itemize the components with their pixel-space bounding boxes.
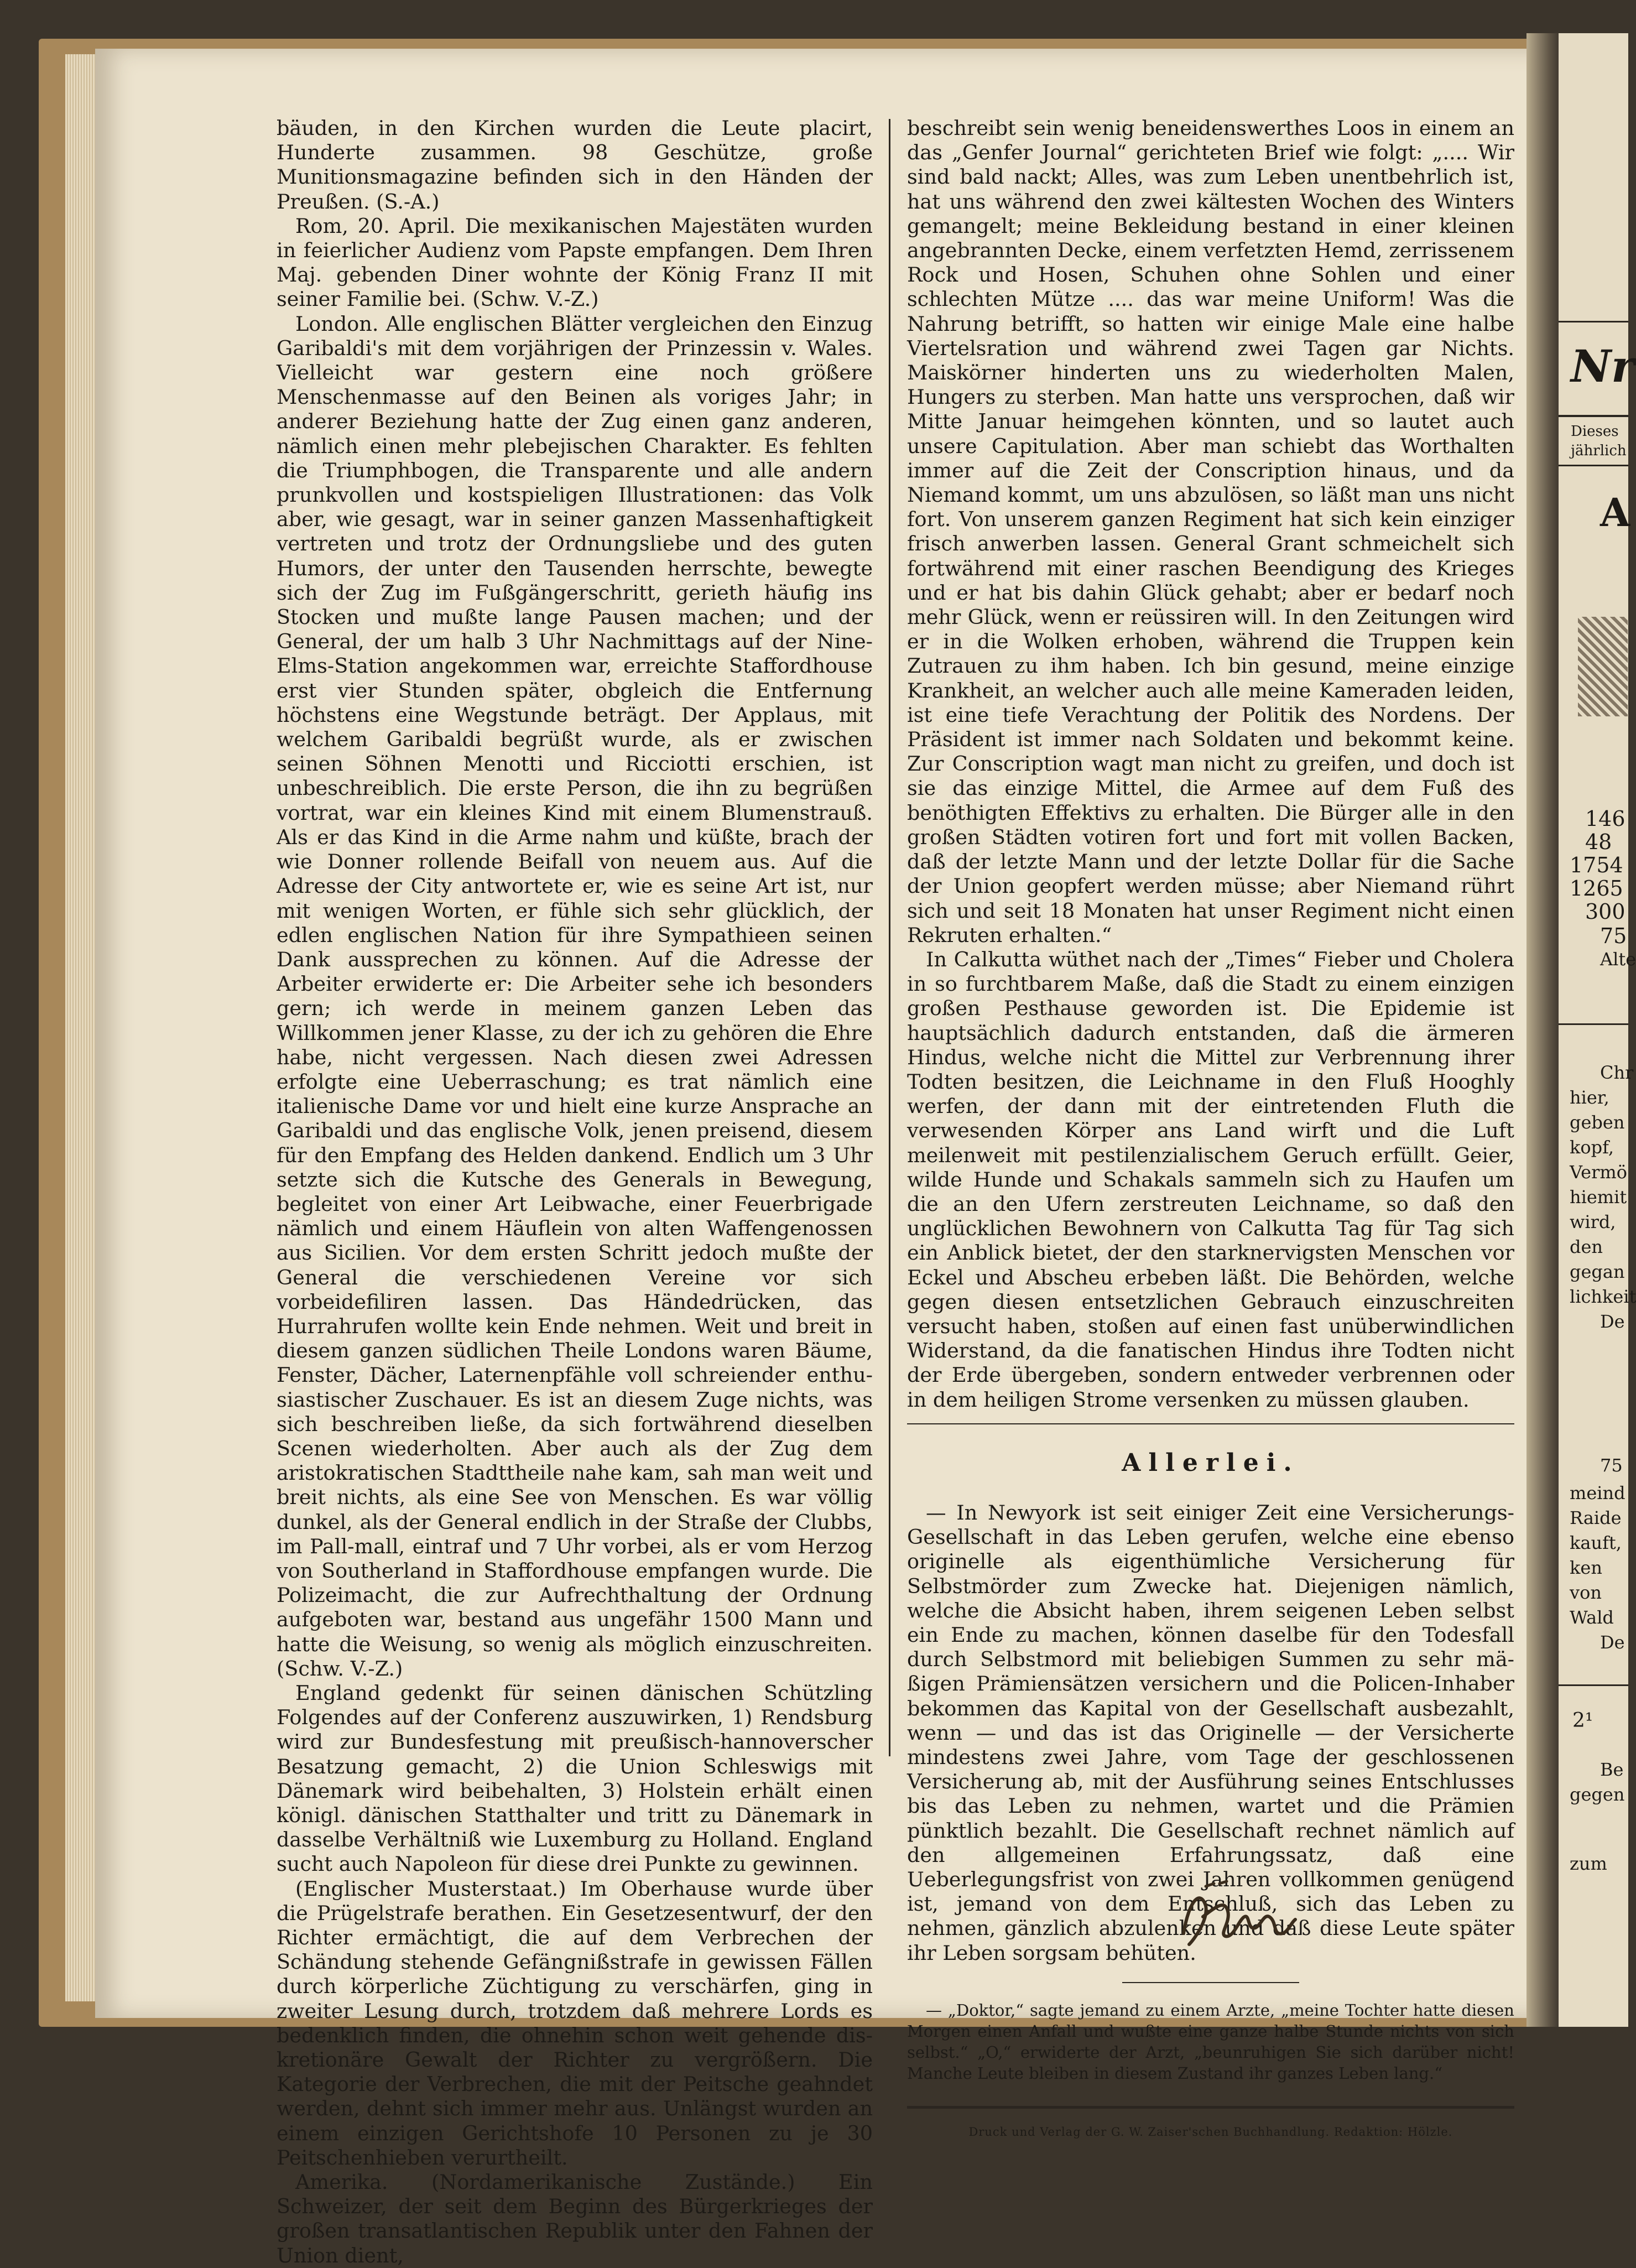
text-fragment: Vermö (1570, 1162, 1628, 1183)
text-fragment: Wald (1570, 1607, 1614, 1628)
article-paragraph: (Englischer Musterstaat.) Im Oberhause wurde über die Prügelstrafe berathen. Ein Gesetzesentwurf, der den Richter ermächtigt, die auf dem Verbrechen der Schändung stehende Gefängnißstrafe in gewissen Fällen durch körperliche Züchtigung zu verschärfen, ging in zweiter Lesung durch, trotzdem daß mehrere Lords es bedenklich finden, die ohnehin schon weit gehende diskretionäre Gewalt der Richter zu vergrößern. Die Kategorie der Verbrechen, die mit der Peitsche geahndet werden, dehnt sich immer mehr aus. Unlängst wurden an einem einzigen Gerichtshofe 10 Personen zu je 30 Peitschenhieben verurtheilt. (277, 1876, 873, 2170)
text-fragment: kopf, (1570, 1137, 1614, 1158)
table-number: 300 (1585, 899, 1625, 924)
anecdote-paragraph: — „Doktor,“ sagte jemand zu einem Arzte, „meine Tochter hatte diesen Morgen einen Anfall und wußte eine ganze halbe Stunde nichts von sich selbst.“ „O,“ erwiderte der Arzt, „beunruhigen Sie sich darüber nicht! Manche Leute bleiben in diesem Zustand ihr ganzes Leben lang.“ (907, 2000, 1514, 2083)
article-paragraph: In Calkutta wüthet nach der „Times“ Fieber und Cholera in so furchtbarem Maße, daß die Stadt zu einem einzigen großen Pesthause geworden ist. Die Epidemie ist hauptsächlich dadurch entstanden, daß die ärmeren Hindus, welche nicht die Mittel zur Verbrennung ihrer Todten besitzen, die Leichname in den Fluß Hooghly werfen, der dann mit der eintretenden Fluth die verwesenden Körper ans Land wirft und die Luft meilenweit mit pestilenzialischem Geruch erfüllt. Geier, wilde Hunde und Schakals sammeln sich zu Haufen um die an den Ufern zerstreuten Leichname, so daß den unglücklichen Bewohnern von Calkutta Tag für Tag sich ein Anblick bietet, der den starknervigsten Menschen vor Eckel und Abscheu erbeben läßt. Die Behörden, welche gegen diesen entsetzlichen Gebrauch einzuschreiten versucht haben, stoßen auf einen fast unüberwindlichen Widerstand, da die fanatischen Hindus ihre Todten nicht der Erde übergeben, sondern entweder verbrennen oder in dem heiligen Strome versenken zu müssen glauben. (907, 947, 1514, 1412)
column-divider (889, 119, 890, 1756)
text-fragment: Be (1600, 1759, 1624, 1780)
text-fragment: geben (1570, 1112, 1625, 1133)
table-number: 146 (1585, 807, 1625, 831)
text-fragment: ken (1570, 1557, 1602, 1578)
text-fragment: von (1570, 1582, 1602, 1603)
table-number: 1265 (1570, 876, 1623, 901)
table-number: Alte (1600, 949, 1636, 970)
section-rule (907, 1423, 1514, 1424)
text-fragment: 75 (1600, 1455, 1623, 1476)
section-rule (1559, 1684, 1628, 1686)
text-fragment: De (1600, 1311, 1625, 1332)
masthead-title: Nr (1571, 340, 1635, 392)
article-paragraph: Amerika. (Nordamerikanische Zustände.) Ein Schweizer, der seit dem Beginn des Bürgerkrieges der großen transatlantischen Republik unter den Fahnen der Union dient, (277, 2170, 873, 2267)
text-fragment: gegan (1570, 1261, 1625, 1282)
article-paragraph: Rom, 20. April. Die mexikanischen Majestäten wurden in feierlicher Audienz vom Papste empfangen. Dem Ihren Maj. gebenden Diner wohnte der König Franz II mit seiner Familie bei. (Schw. V.-Z.) (277, 214, 873, 311)
text-fragment: wird, (1570, 1211, 1616, 1232)
masthead-rule (1559, 465, 1628, 466)
next-page-fragment (1559, 33, 1636, 2027)
article-paragraph: England gedenkt für seinen dänischen Schützling Folgendes auf der Conferenz auszuwirken, 1) Rendsburg wird zur Bundesfestung mit preußisch-hannoverscher Besatzung gemacht, 2) die Union Schleswigs mit Dänemark wird beibehalten, 3) Holstein erhält einen königl. dänischen Statthalter und tritt zu Dänemark in dasselbe Verhältniß wie Luxemburg zu Holland. England sucht auch Napoleon für diese drei Punkte zu gewinnen. (277, 1681, 873, 1876)
text-fragment: hiemit (1570, 1187, 1627, 1208)
text-fragment: lichkeit (1570, 1286, 1636, 1307)
section-rule (1559, 1023, 1628, 1025)
text-fragment: zum (1570, 1853, 1607, 1874)
right-column (907, 116, 1514, 2144)
article-paragraph: bäuden, in den Kirchen wurden die Leute placirt, Hunderte zusammen. 98 Geschütze, große Munitionsmagazine befinden sich in den Händen der Preußen. (S.-A.) (277, 116, 873, 214)
masthead-rule (1559, 415, 1628, 417)
woodcut-illustration (1578, 617, 1628, 716)
text-fragment: gegen (1570, 1784, 1625, 1805)
section-heading: Allerlei. (1122, 1448, 1300, 1477)
imprint-line: Druck und Verlag der G. W. Zaiser'schen Buchhandlung. Redaktion: Hölzle. (968, 2125, 1453, 2139)
text-fragment: Chr (1600, 1062, 1634, 1083)
table-number: 75 (1600, 924, 1627, 948)
text-fragment: kauft, (1570, 1532, 1622, 1553)
table-number: 48 (1585, 830, 1612, 854)
text-fragment: hier, (1570, 1087, 1609, 1108)
text-fragment: den (1570, 1236, 1603, 1257)
text-fragment: 2¹ (1572, 1709, 1593, 1732)
text-fragment: De (1600, 1632, 1625, 1653)
handwritten-signature (1173, 1867, 1300, 1961)
page-edges (65, 54, 98, 2001)
left-column (277, 116, 873, 2268)
short-rule (1122, 1982, 1299, 1983)
imprint-rule (907, 2106, 1514, 2109)
masthead-text: Dieses (1571, 423, 1619, 440)
article-paragraph: London. Alle englischen Blätter vergleichen den Einzug Garibaldi's mit dem vorjährigen der Prinzessin v. Wales. Vielleicht war gestern eine noch größere Menschenmasse auf den Beinen als voriges Jahr; in anderer Beziehung hatte der Zug einen ganz anderen, nämlich einen mehr plebejischen Charakter. Es fehlten die Triumphbogen, die Transparente und alle andern prunkvollen und kostspieligen Illustrationen: das Volk aber, wie gesagt, war in seiner ganzen Massenhaftigkeit vertreten und trotz der Ordnungsliebe und des guten Humors, der unter den Tausenden herrschte, bewegte sich der Zug im Fußgängerschritt, gerieth häufig ins Stocken und mußte lange Pausen machen; und der General, der um halb 3 Uhr Nachmittags auf der Nine-Elms-Station angekommen war, erreichte Staffordhouse erst vier Stunden später, obgleich die Entfernung höchstens eine Wegstunde beträgt. Der Applaus, mit welchem Garibaldi begrüßt wurde, als er zwischen seinen Söhnen Menotti und Ricciotti erschien, ist unbeschreiblich. Die erste Person, die ihn zu begrüßen vortrat, war ein kleines Kind mit einem Blumenstrauß. Als er das Kind in die Arme nahm und küßte, brach der wie Donner rollende Beifall von neuem aus. Auf die Adresse der City antwortete er, wie es seine Art ist, nur mit wenigen Worten, er fühle sich sehr glücklich, der edlen englischen Nation für ihre Sympathieen seinen Dank aussprechen zu können. Auf die Adresse der Arbeiter erwiderte er: Die Arbeiter sehe ich besonders gern; ich werde in meinem ganzen Leben das Willkommen jener Klasse, zu der ich zu gehören die Ehre habe, nicht vergessen. Nach diesen zwei Adressen erfolgte eine Ueberraschung; es trat nämlich eine italienische Dame vor und hielt eine kurze Ansprache an Garibaldi und das englische Volk, jenen preisend, diesem für den Empfang des Helden dankend. Endlich um 3 Uhr setzte sich die Kutsche des Generals in Bewegung, begleitet von einer Art Leibwache, einer Feuerbrigade nämlich und einem Häuflein von alten Waffengenossen aus Sicilien. Vor dem ersten Schritt jedoch mußte der General die verschiedenen Vereine vor sich vorbeidefiliren lassen. Das Händedrücken, das Hurrahrufen wollte kein Ende nehmen. Weit und breit in diesem ganzen südlichen Theile Londons waren Bäume, Fenster, Dächer, Laternenpfähle voll schreiender enthusiastischer Zuschauer. Es ist an diesem Zuge nichts, was sich beschreiben ließe, da sich fortwährend dieselben Scenen wiederholten. Aber auch als der Zug dem aristokratischen Stadttheile nahe kam, sah man weit und breit nichts, als eine See von Menschen. Es war völlig dunkel, als der General endlich in der Straße der Clubbs, im Pall-mall, eintraf und 7 Uhr vorbei, als er vom Herzog von Southerland in Staffordhouse empfangen wurde. Die Polizeimacht, die zur Aufrechthaltung der Ordnung aufgeboten war, bestand aus ungefähr 1500 Mann und hatte die Weisung, so wenig als möglich einzuschreiten. (Schw. V.-Z.) (277, 311, 873, 1681)
masthead-text: jährlich (1571, 443, 1627, 459)
masthead-rule (1559, 321, 1628, 322)
table-number: 1754 (1570, 853, 1623, 877)
allerlei-paragraph: — In Newyork ist seit einiger Zeit eine Versicherungs-Gesellschaft in das Leben gerufen, welche eine ebenso originelle als eigenthümliche Versicherung für Selbstmörder zum Zwecke hat. Diejenigen nämlich, welche die Absicht haben, ihrem seigenen Leben selbst ein Ende zu machen, können daselbe für den Todesfall durch Selbstmord mit beliebigen Summen zu sehr mäßigen Prämiensätzen versichern und die Policen-Inhaber bekommen das Kapital von der Gesellschaft ausbezahlt, wenn — und das ist das Originelle — der Versicherte mindestens zwei Jahre, vom Tage der geschlossenen Versicherung ab, mit der Ausführung seines Entschlusses bis das Leben zu nehmen, wartet und die Prämien pünktlich bezahlt. Die Gesellschaft rechnet nämlich auf den allgemeinen Erfahrungssatz, daß eine Ueberlegungsfrist von zwei Jahren vollkommen genügend ist, jemand von dem Entschluß, sich das Leben zu nehmen, gänzlich abzulenken und daß diese Leute später ihr Leben sorgsam behüten. (907, 1500, 1514, 1965)
article-paragraph: beschreibt sein wenig beneidenswerthes Loos in einem an das „Genfer Journal“ gerichteten Brief wie folgt: „.... Wir sind bald nackt; Alles, was zum Leben unentbehrlich ist, hat uns während den zwei kältesten Wochen des Winters gemangelt; meine Bekleidung bestand in einer kleinen angebrannten Decke, einem verfetzten Hemd, zerrissenem Rock und Hosen, Schuhen ohne Sohlen und einer schlechten Mütze .... das war meine Uniform! Was die Nahrung betrifft, so hatten wir einige Male eine halbe Viertelsration und während zwei Tagen gar Nichts. Maiskörner hinderten uns zu wiederholten Malen, Hungers zu sterben. Man hatte uns versprochen, daß wir Mitte Januar heimgehen könnten, und so lautet auch unsere Capitulation. Aber man schiebt das Worthalten immer auf die Zeit der Conscription hinaus, und da Niemand kommt, um uns abzulösen, so läßt man uns nicht fort. Von unserem ganzen Regiment hat sich kein einziger frisch anwerben lassen. General Grant schmeichelt sich fortwährend mit einer raschen Beendigung des Krieges und er hat bis dahin Glück gehabt; aber er bedarf noch mehr Glück, wenn er reüssiren will. In den Zeitungen wird er in die Wolken erhoben, während die Truppen kein Zutrauen zu ihm haben. Ich bin gesund, meine einzige Krankheit, an welcher auch alle meine Kameraden leiden, ist eine tiefe Verachtung der Politik des Nordens. Der Präsident ist immer nach Soldaten und bekommt keine. Zur Conscription wagt man nicht zu greifen, und doch ist sie das einzige Mittel, die Armee auf dem Fuß des benöthigten Effektivs zu erhalten. Die Bürger alle in den großen Städten votiren fort und fort mit vollen Backen, daß der letzte Mann und der letzte Dollar für die Sache der Union geopfert werden müsse; aber Niemand rührt sich und seit 18 Monaten hat unser Regiment nicht einen Rekruten erhalten.“ (907, 116, 1514, 947)
initial-letter: A (1600, 490, 1630, 535)
text-fragment: meind (1570, 1482, 1625, 1504)
text-fragment: Raide (1570, 1507, 1622, 1528)
